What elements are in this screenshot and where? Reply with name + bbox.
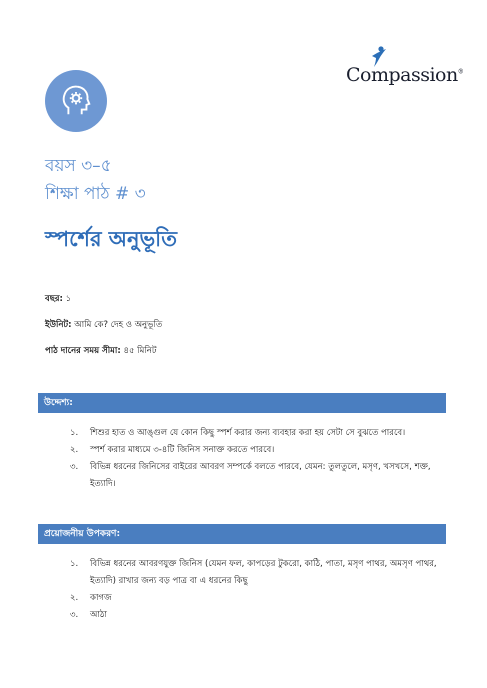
topic-icon-circle [45, 70, 107, 132]
list-item: ১. শিশুর হাত ও আঙ্গুল যে কোন কিছু স্পর্শ করার জন্য ব্যবহার করা হয় সেটা সে বুঝতে পারবে। [70, 428, 406, 438]
list-item: ৩. আঠা [70, 610, 107, 620]
objectives-heading: উদ্দেশ্য: [38, 393, 446, 413]
meta-label: ইউনিট: [45, 320, 72, 330]
compassion-wordmark: Compassion® [346, 64, 464, 86]
meta-year [45, 292, 71, 306]
materials-heading: প্রয়োজনীয় উপকরণ: [38, 524, 446, 544]
meta-unit [45, 318, 162, 332]
gear-head-icon [57, 82, 95, 120]
meta-value: আমি কে? দেহ ও অনুভূতি [74, 320, 163, 330]
page-title: স্পর্শের অনুভূতি [45, 227, 177, 251]
meta-label: বছর: [45, 294, 63, 304]
materials-list [70, 556, 440, 624]
meta-value: ১ [65, 294, 72, 304]
objectives-list [70, 425, 440, 493]
list-item: ২. স্পর্শ করার মাধ্যমে ৩-৪টি জিনিস সনাক্ত করতে পারবে। [70, 445, 275, 455]
list-item: ২. কাগজ [70, 593, 112, 603]
meta-label: পাঠ দানের সময় সীমা: [45, 346, 121, 356]
lesson-number: শিক্ষা পাঠ # ৩ [45, 184, 146, 204]
list-item: ১. বিভিন্ন ধরনের আবরণযুক্ত জিনিস (যেমন ফল, কাপড়ের টুকরো, কাঠি, পাতা, মসৃণ পাথর, অমসৃণ পাথর, ইত্যাদি) রাখার জন্য বড় পাত্র বা এ ধরনের কিছু [70, 559, 437, 586]
compassion-logo [346, 46, 464, 92]
meta-value: ৪৫ মিনিট [123, 346, 157, 356]
meta-duration [45, 344, 156, 358]
list-item: ৩. বিভিন্ন ধরনের জিনিসের বাইরের আবরণ সম্পর্কে বলতে পারবে, যেমন: তুলতুলে, মসৃণ, খসখসে, শক্ত, ইত্যাদি। [70, 462, 431, 489]
age-range: বয়স ৩–৫ [45, 156, 112, 176]
